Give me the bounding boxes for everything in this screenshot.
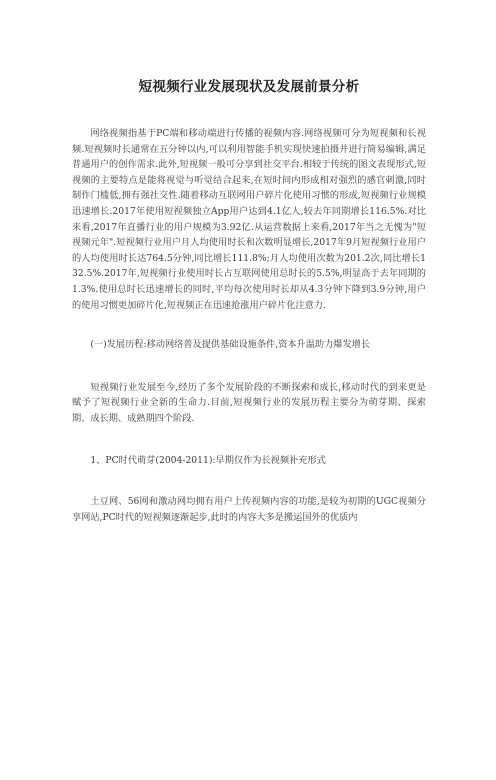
section-heading: (一)发展历程:移动网络普及提供基础设施条件,资本升温助力爆发增长 [90, 339, 371, 351]
body-paragraph: 短视频行业发展至今,经历了多个发展阶段的不断探索和成长,移动时代的到来更是赋予了短视频行业全新的生命力.目前,短视频行业的发展历程主要分为萌芽期、探索期、成长期、成熟期四个阶段. [72, 381, 426, 424]
document-page [0, 78, 496, 780]
body-paragraph: 网络视频指基于PC端和移动端进行传播的视频内容.网络视频可分为短视频和长视频.短视频时长通常在五分钟以内,可以利用智能手机实现快速拍摄并进行简易编辑,满足普通用户的创作需求.此外,短视频一般可分享到社交平台.相较于传统的图文表现形式,短视频的主要特点是能将视觉与听觉结合起来,在短时间内形成相对强烈的感官刺激,同时制作门槛低,拥有强社交性.随着移动互联网用户碎片化使用习惯的形成,短视频行业规模迅速增长.2017年使用短视频独立App用户达到4.1亿人,较去年同期增长116.5%.对比来看,2017年直播行业的用户规模为3.92亿.从运营数据上来看,2017年当之无愧为"短视频元年".短视频行业用户月人均使用时长和次数明显增长,2017年9月短视频行业用户的人均使用时长达764.5分钟,同比增长111.8%;月人均使用次数为201.2次,同比增长132.5%.2017年,短视频行业使用时长占互联网使用总时长的5.5%,明显高于去年同期的1.3%.使用总时长迅速增长的同时,平均每次使用时长却从4.3分钟下降到3.9分钟,用户的使用习惯更加碎片化,短视频正在迅速抢涨用户碎片化注意力. [72, 128, 426, 311]
subsection-heading: 1、PC时代萌芽(2004-2011):早期仅作为长视频补充形式 [90, 454, 326, 466]
body-paragraph: 土豆网、56网和激动网均拥有用户上传视频内容的功能,是较为初期的UGC视频分享网站,PC时代的短视频逐渐起步,此时的内容大多是搬运国外的优质内 [72, 496, 426, 523]
document-title: 短视频行业发展现状及发展前景分析 [138, 79, 360, 95]
